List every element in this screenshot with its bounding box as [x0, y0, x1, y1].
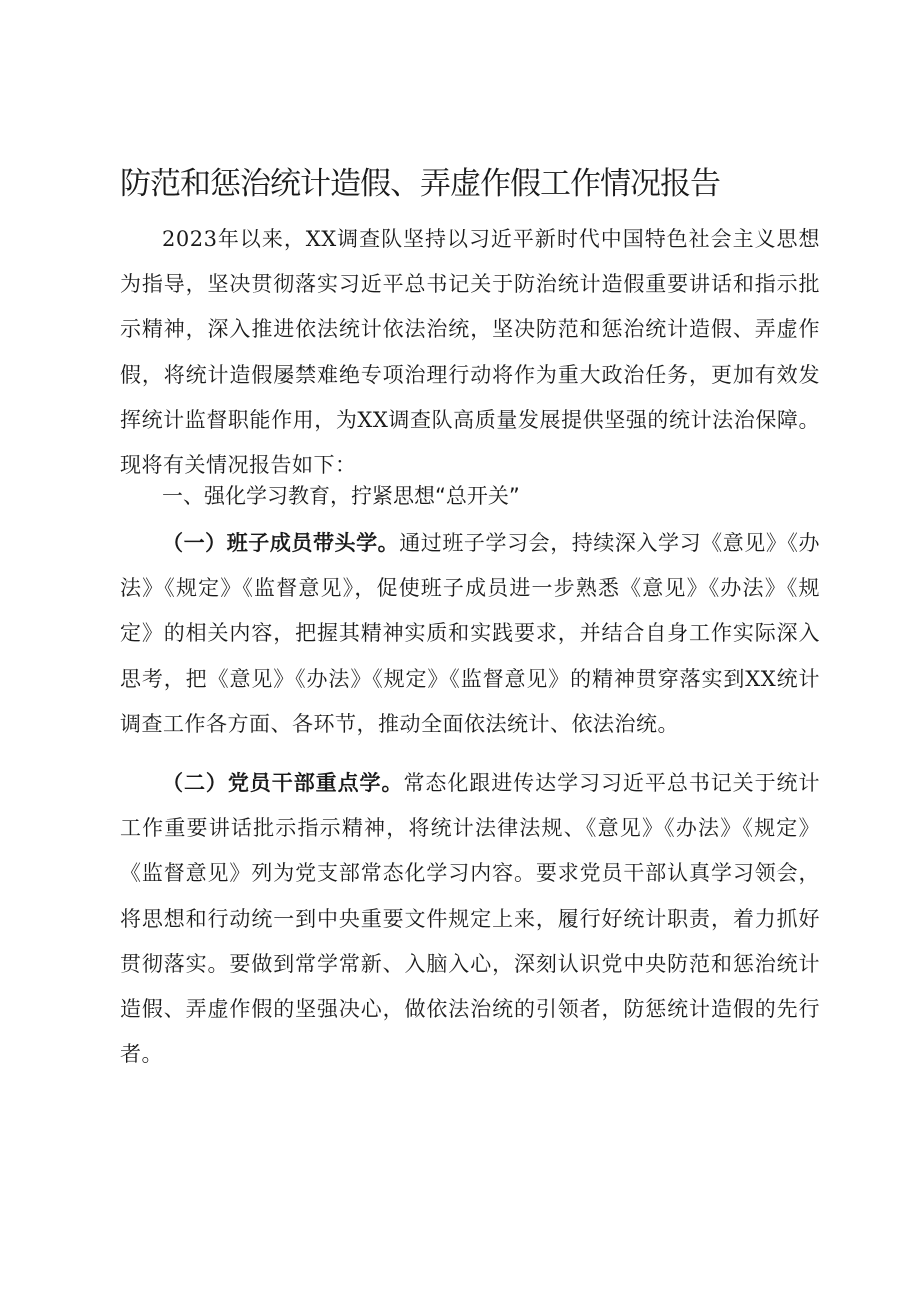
item-text: 常态化跟进传达学习习近平总书记关于统计工作重要讲话批示指示精神，将统计法律法规、《意见》《办法》《规定》《监督意见》列为党支部常态化学习内容。要求党员干部认真学习领会，将思想和行动统一到中央重要文件规定上来，履行好统计职责，着力抓好贯彻落实。要做到常学常新、入脑入心，深刻认识党中央防范和惩治统计造假、弄虚作假的坚强决心，做依法治统的引领者，防惩统计造假的先行者。: [120, 771, 821, 1067]
section-item-paragraph: [120, 521, 820, 747]
item-lead: （一）班子成员带头学。: [162, 531, 400, 555]
intro-paragraph: 2023年以来，XX调查队坚持以习近平新时代中国特色社会主义思想为指导，坚决贯彻落实习近平总书记关于防治统计造假重要讲话和指示批示精神，深入推进依法统计依法治统，坚决防范和惩治统计造假、弄虚作假，将统计造假屡禁难绝专项治理行动将作为重大政治任务，更加有效发挥统计监督职能作用，为XX调查队高质量发展提供坚强的统计法治保障。现将有关情况报告如下：: [120, 227, 820, 478]
section-item-paragraph: [120, 761, 820, 1077]
item-lead: （二）党员干部重点学。: [162, 771, 404, 795]
item-text: 通过班子学习会，持续深入学习《意见》《办法》《规定》《监督意见》，促使班子成员进一步熟悉《意见》《办法》《规定》的相关内容，把握其精神实质和实践要求，并结合自身工作实际深入思考，把《意见》《办法》《规定》《监督意见》的精神贯穿落实到XX统计调查工作各方面、各环节，推动全面依法统计、依法治统。: [120, 531, 820, 736]
document-title: 防范和惩治统计造假、弄虚作假工作情况报告: [120, 166, 720, 202]
section-heading: 一、强化学习教育，拧紧思想“总开关”: [162, 484, 520, 508]
